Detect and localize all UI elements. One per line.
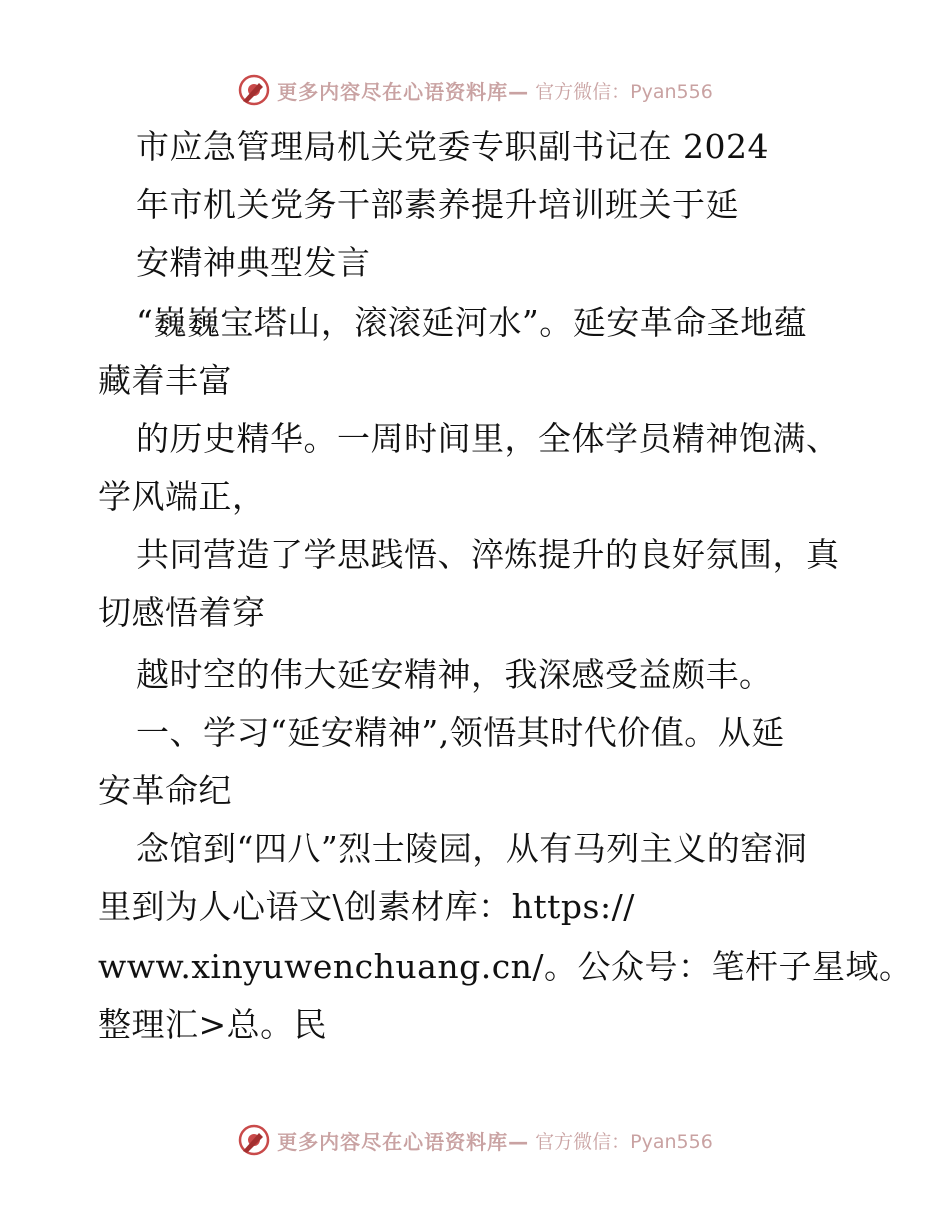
title-line-3: 安精神典型发言: [136, 243, 371, 282]
paragraph-line: www.xinyuwenchuang.cn/。公众号：笔杆子星域。: [98, 947, 913, 986]
header-watermark: [0, 70, 950, 110]
title-line-1: 市应急管理局机关党委专职副书记在 2024: [136, 127, 769, 166]
watermark-brand: 更多内容尽在心语资料库—: [277, 79, 530, 104]
paragraph-line: 一、学习“延安精神”,领悟其时代价值。从延: [136, 713, 785, 752]
paragraph-line: “巍巍宝塔山，滚滚延河水”。延安革命圣地蕴: [136, 303, 808, 342]
paragraph-line: 整理汇>总。民: [98, 1005, 328, 1044]
watermark-wechat: 官方微信：Pyan556: [535, 80, 713, 103]
pen-logo-icon: [237, 73, 271, 107]
title-line-2: 年市机关党务干部素养提升培训班关于延: [136, 185, 739, 224]
paragraph-line: 念馆到“四八”烈士陵园，从有马列主义的窑洞: [136, 829, 808, 868]
paragraph-line: 越时空的伟大延安精神，我深感受益颇丰。: [136, 655, 773, 694]
paragraph-line: 切感悟着穿: [98, 593, 266, 632]
watermark-wechat: 官方微信：Pyan556: [535, 1130, 713, 1153]
paragraph-line: 安革命纪: [98, 771, 232, 810]
pen-logo-icon: [237, 1123, 271, 1157]
paragraph-line: 里到为人心语文\创素材库：https://: [98, 887, 635, 926]
paragraph-line: 藏着丰富: [98, 361, 232, 400]
footer-watermark: [0, 1120, 950, 1160]
paragraph-line: 共同营造了学思践悟、淬炼提升的良好氛围，真: [136, 535, 840, 574]
watermark-brand: 更多内容尽在心语资料库—: [277, 1129, 530, 1154]
paragraph-line: 学风端正，: [98, 477, 266, 516]
paragraph-line: 的历史精华。一周时间里，全体学员精神饱满、: [136, 419, 840, 458]
